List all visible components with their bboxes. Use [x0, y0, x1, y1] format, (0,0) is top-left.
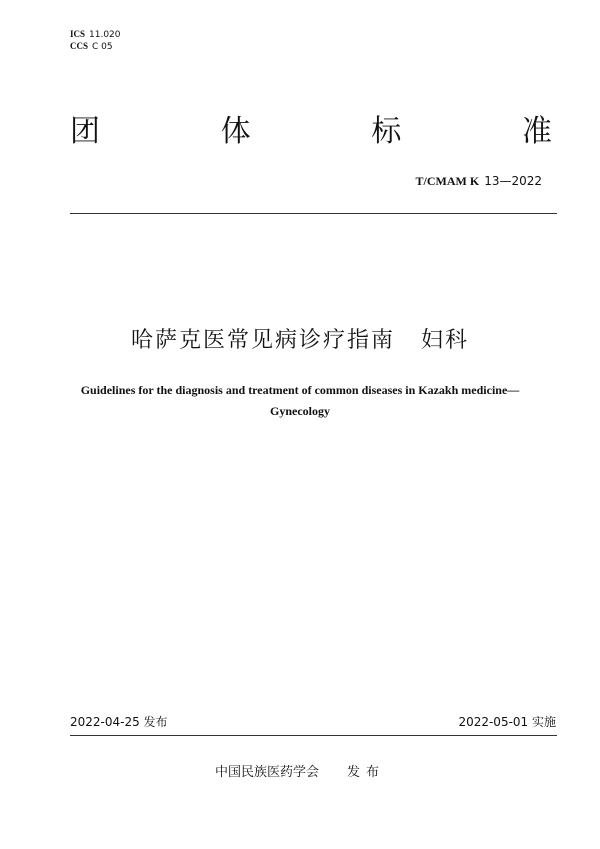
publisher [0, 764, 600, 782]
issue-date: 2022-04-25 发布 [70, 715, 168, 729]
english-title [40, 380, 560, 422]
publisher-label: 发布 [347, 765, 386, 780]
ccs-classification [70, 41, 113, 52]
english-title-line-1: Guidelines for the diagnosis and treatment of common diseases in Kazakh medicine— [80, 383, 520, 397]
chinese-title [0, 326, 600, 356]
standard-type-char: 体 [220, 114, 251, 149]
implementation-date: 2022-05-01 实施 [458, 715, 556, 729]
standard-code [416, 173, 542, 189]
standard-code-number: 13—2022 [484, 174, 542, 188]
standard-type-heading [70, 112, 552, 152]
ccs-value: C 05 [92, 42, 113, 52]
publisher-name: 中国民族医药学会 [214, 765, 319, 780]
top-divider [70, 213, 557, 214]
ccs-label: CCS [70, 41, 89, 51]
english-title-line-2: Gynecology [270, 404, 330, 418]
ics-value: 11.020 [89, 30, 121, 40]
bottom-divider [70, 735, 557, 736]
standard-code-prefix: T/CMAM K [415, 174, 480, 188]
chinese-title-main: 哈萨克医常见病诊疗指南 [130, 328, 395, 353]
standard-type-char: 标 [371, 114, 402, 149]
chinese-title-sub: 妇科 [421, 328, 470, 353]
ics-classification [70, 29, 121, 40]
ics-label: ICS [70, 29, 86, 39]
standard-type-char: 团 [70, 114, 100, 149]
standard-type-char: 准 [521, 114, 552, 149]
